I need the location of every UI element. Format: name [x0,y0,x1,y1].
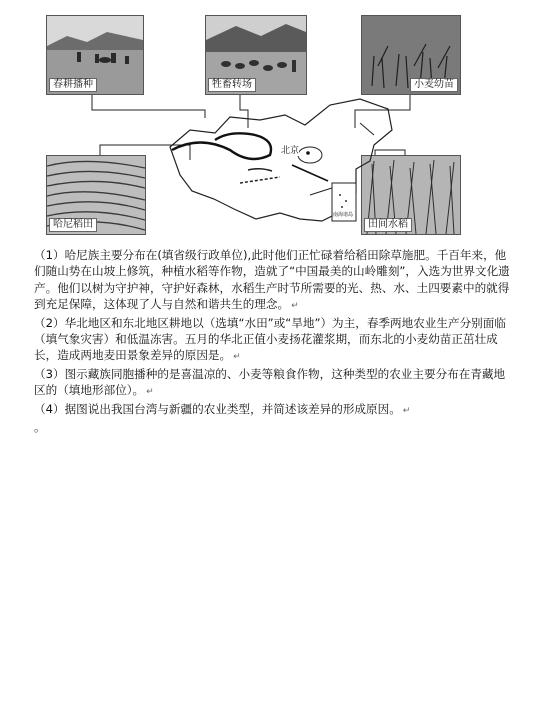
question-4: （4）据图说出我国台湾与新疆的农业类型，并简述该差异的形成原因。 ↵ [34,401,411,416]
photo-hani-terraces [46,155,146,235]
question-3: （3）图示藏族同胞播种的是喜温凉的、小麦等粮食作物，这种类型的农业主要分布在青藏地区的（填地形部位）。 ↵ [34,366,506,398]
paragraph-mark: ↵ [402,405,411,416]
map-label-beijing: 北京 [281,146,300,156]
china-map [160,95,400,235]
paragraph-mark: ↵ [146,387,154,398]
question-end: 。 [34,420,46,435]
caption-livestock-migration: 牲畜转场 [208,78,256,92]
photo-livestock-migration [205,15,307,95]
question-text [34,247,514,435]
china-map-outline [160,95,400,235]
question-2: （2）华北地区和东北地区耕地以（选填“水田”或“旱地”）为主，春季两地农业生产分别面临（填气象灾害）和低温冻害。五月的华北正值小麦扬花灌浆期，而东北的小麦幼苗正茁壮成长，造成两地麦田景象差异的原因是。 ↵ [34,315,506,363]
caption-spring-plowing: 春耕播种 [49,78,97,92]
map-inset-label: 南海诸岛 [333,212,354,218]
paragraph-mark: ↵ [233,352,241,363]
question-1: （1）哈尼族主要分布在(填省级行政单位),此时他们正忙碌着给稻田除草施肥。千百年来，他们随山势在山坡上修筑，种植水稻等作物，造就了“中国最美的山岭雕刻”，入选为世界文化遗产。他们以树为守护神，守护好森林，水稻生产时节所需要的光、热、水、土四要素中的就得到充足保障，这体现了人与自然和谐共生的理念。 ↵ [34,248,510,312]
paragraph-mark: ↵ [291,301,299,312]
caption-wheat-seedlings: 小麦幼苗 [410,78,458,92]
caption-hani-terraces: 哈尼稻田 [49,218,97,232]
caption-paddy-rice: 田间水稻 [364,218,412,232]
photo-wheat-seedlings [361,15,461,95]
photo-spring-plowing [46,15,144,95]
